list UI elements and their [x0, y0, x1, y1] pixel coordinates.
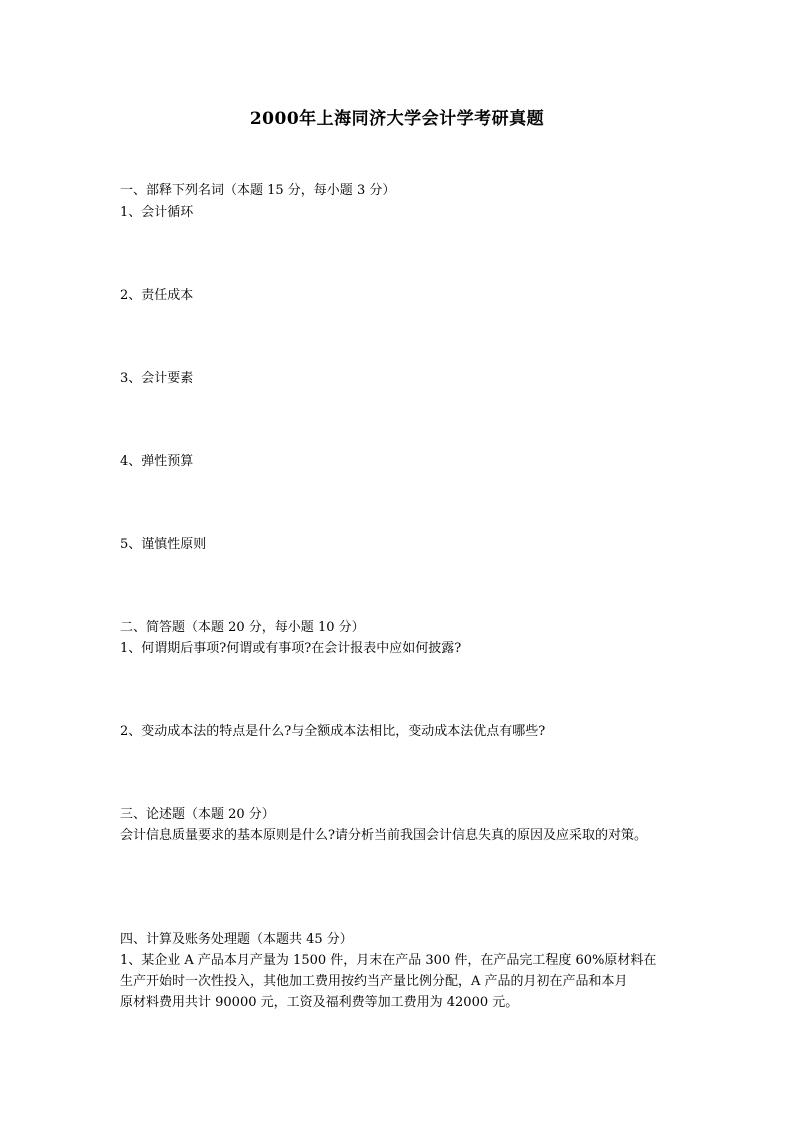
document-title: 2000年上海同济大学会计学考研真题	[249, 109, 545, 129]
section-4-line: 1、某企业 A 产品本月产量为 1500 件，月末在产品 300 件，在产品完工程度 60%原材料在	[120, 953, 657, 968]
section-1-item: 2、责任成本	[120, 288, 194, 303]
section-1-item: 5、谨慎性原则	[120, 537, 207, 552]
section-2-heading: 二、简答题（本题 20 分，每小题 10 分）	[120, 620, 365, 635]
section-3-heading: 三、论述题（本题 20 分）	[120, 807, 275, 822]
section-2-item: 1、何谓期后事项?何谓或有事项?在会计报表中应如何披露?	[120, 641, 462, 656]
section-4-line: 生产开始时一次性投入，其他加工费用按约当产量比例分配，A 产品的月初在产品和本月	[120, 974, 628, 989]
section-1-heading: 一、部释下列名词（本题 15 分，每小题 3 分）	[120, 183, 396, 198]
section-1-item: 1、会计循环	[120, 205, 194, 220]
section-4-line: 原材料费用共计 90000 元，工资及福利费等加工费用为 42000 元。	[120, 995, 519, 1010]
section-1-item: 3、会计要素	[120, 371, 194, 386]
section-4-heading: 四、计算及账务处理题（本题共 45 分）	[120, 932, 353, 947]
section-1-item: 4、弹性预算	[120, 454, 194, 469]
section-2-item: 2、变动成本法的特点是什么?与全额成本法相比，变动成本法优点有哪些?	[120, 724, 546, 739]
section-3-body: 会计信息质量要求的基本原则是什么?请分析当前我国会计信息失真的原因及应采取的对策。	[120, 828, 647, 843]
